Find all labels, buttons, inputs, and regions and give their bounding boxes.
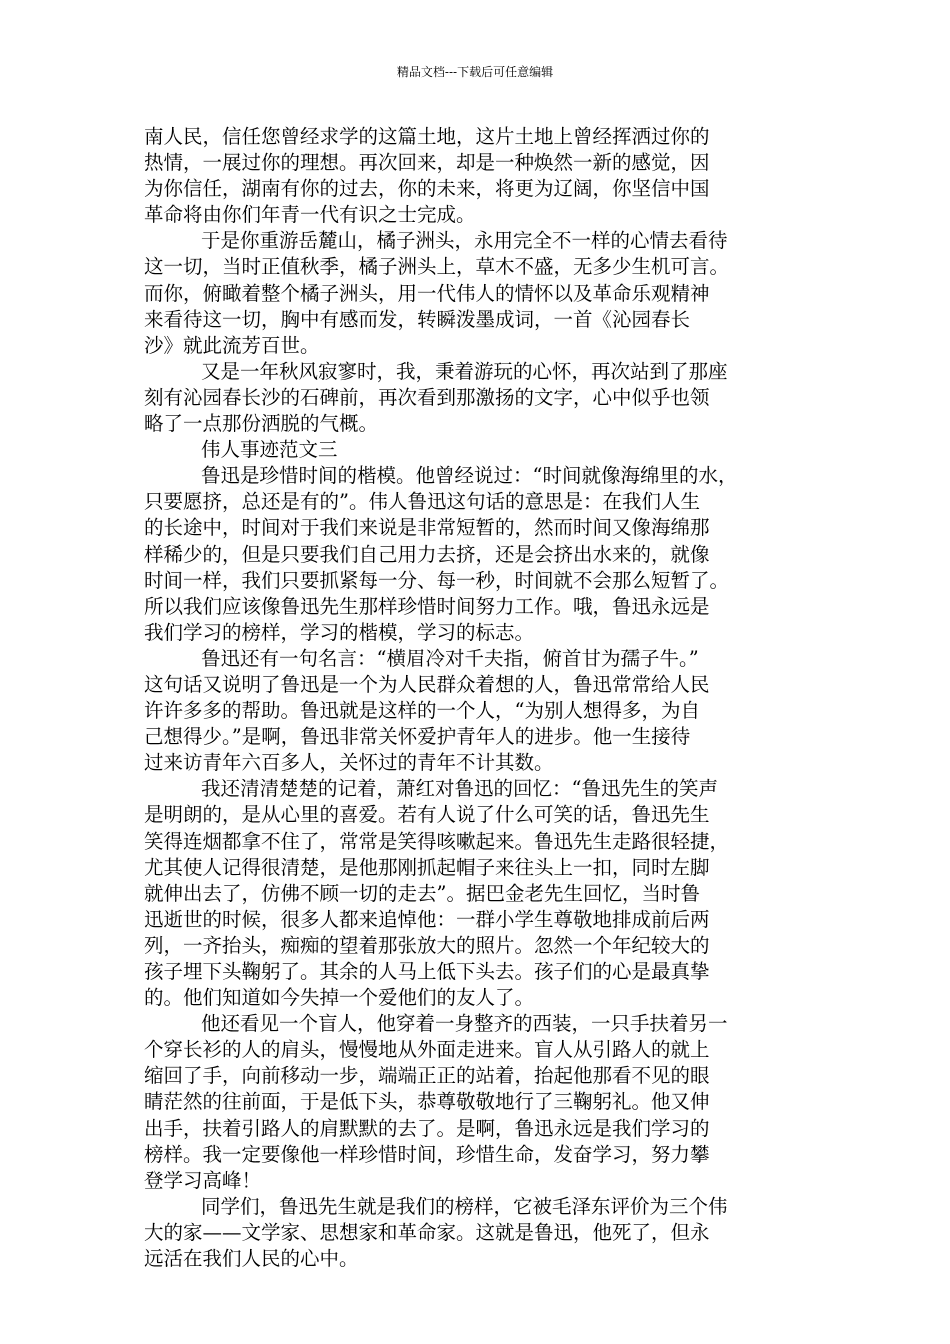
text-line: 鲁迅还有一句名言：“横眉冷对千夫指，俯首甘为孺子牛。” [201,646,699,670]
text-line: 于是你重游岳麓山，橘子洲头，永用完全不一样的心情去看待 [201,229,728,253]
text-line: 时间一样，我们只要抓紧每一分、每一秒，时间就不会那么短暂了。 [144,568,730,592]
text-line: 的。他们知道如今失掉一个爱他们的友人了。 [144,986,535,1010]
text-line: 所以我们应该像鲁迅先生那样珍惜时间努力工作。哦，鲁迅永远是 [144,594,710,618]
text-line: 沙》就此流芳百世。 [144,333,320,357]
text-line: 榜样。我一定要像他一样珍惜时间，珍惜生命，发奋学习，努力攀 [144,1142,710,1166]
text-line: 远活在我们人民的心中。 [144,1247,359,1271]
text-line: 又是一年秋风寂寥时，我，秉着游玩的心怀，再次站到了那座 [201,359,728,383]
text-line: 革命将由你们年青一代有识之士完成。 [144,203,476,227]
text-line: 这一切，当时正值秋季，橘子洲头上，草木不盛，无多少生机可言。 [144,255,730,279]
text-line: 只要愿挤，总还是有的”。伟人鲁迅这句话的意思是：在我们人生 [144,490,700,514]
text-line: 过来访青年六百多人，关怀过的青年不计其数。 [144,751,554,775]
text-line: 样稀少的，但是只要我们自己用力去挤，还是会挤出水来的，就像 [144,542,710,566]
text-line: 孩子埋下头鞠躬了。其余的人马上低下头去。孩子们的心是最真挚 [144,960,710,983]
paragraph [144,463,808,646]
text-line: 来看待这一切，胸中有感而发，转瞬泼墨成词，一首《沁园春长 [144,307,691,331]
text-line: 己想得少。”是啊，鲁迅非常关怀爱护青年人的进步。他一生接待 [144,725,691,749]
text-line: 个穿长衫的人的肩头，慢慢地从外面走进来。盲人从引路人的就上 [144,1038,710,1062]
text-line: 伟人事迹范文三 [201,438,338,462]
text-line: 睛茫然的往前面，于是低下头，恭尊敬敬地行了三鞠躬礼。他又伸 [144,1090,710,1114]
text-line: 的长途中，时间对于我们来说是非常短暂的，然而时间又像海绵那 [144,516,710,540]
text-line: 出手，扶着引路人的肩默默的去了。是啊，鲁迅永远是我们学习的 [144,1116,710,1140]
text-line: 这句话又说明了鲁迅是一个为人民群众着想的人，鲁迅常常给人民 [144,672,710,696]
text-line: 鲁迅是珍惜时间的楷模。他曾经说过：“时间就像海绵里的水， [201,464,738,488]
paragraph [144,1194,808,1272]
paragraph [144,646,808,776]
text-line: 迅逝世的时候，很多人都来追悼他：一群小学生尊敬地排成前后两 [144,907,710,931]
paragraph [144,1011,808,1194]
text-line: 南人民，信任您曾经求学的这篇土地，这片土地上曾经挥洒过你的 [144,125,710,148]
text-line: 刻有沁园春长沙的石碑前，再次看到那激扬的文字，心中似乎也领 [144,385,710,409]
text-line: 笑得连烟都拿不住了，常常是笑得咳嗽起来。鲁迅先生走路很轻捷， [144,829,730,853]
text-line: 为你信任，湖南有你的过去，你的未来，将更为辽阔，你坚信中国 [144,177,710,201]
text-line: 就伸出去了，仿佛不顾一切的走去”。据巴金老先生回忆，当时鲁 [144,881,700,905]
text-line: 而你，俯瞰着整个橘子洲头，用一代伟人的情怀以及革命乐观精神 [144,281,710,305]
page-header: 精品文档---下载后可任意编辑 [396,65,554,79]
text-line: 他还看见一个盲人，他穿着一身整齐的西装，一只手扶着另一 [201,1012,728,1036]
text-line: 我还清清楚楚的记着，萧红对鲁迅的回忆：“鲁迅先生的笑声 [201,777,718,801]
paragraph [144,359,808,437]
paragraph [144,776,808,1011]
text-line: 是明朗的，是从心里的喜爱。若有人说了什么可笑的话，鲁迅先生 [144,803,710,827]
text-line: 热情，一展过你的理想。再次回来，却是一种焕然一新的感觉，因 [144,151,710,175]
text-line: 许许多多的帮助。鲁迅就是这样的一个人，“为别人想得多，为自 [144,699,700,723]
text-line: 列，一齐抬头，痴痴的望着那张放大的照片。忽然一个年纪较大的 [144,933,710,957]
document-body [144,124,808,1272]
paragraph [144,228,808,358]
text-line: 登学习高峰！ [144,1168,262,1192]
text-line: 我们学习的榜样，学习的楷模，学习的标志。 [144,620,535,644]
text-line: 大的家——文学家、思想家和革命家。这就是鲁迅，他死了，但永 [144,1220,710,1244]
text-line: 略了一点那份洒脱的气概。 [144,412,379,436]
paragraph [144,124,808,228]
text-line: 缩回了手，向前移动一步，端端正正的站着，抬起他那看不见的眼 [144,1064,710,1088]
text-line: 尤其使人记得很清楚，是他那刚抓起帽子来往头上一扣，同时左脚 [144,855,710,879]
paragraph [144,437,808,463]
text-line: 同学们，鲁迅先生就是我们的榜样，它被毛泽东评价为三个伟 [201,1194,728,1218]
